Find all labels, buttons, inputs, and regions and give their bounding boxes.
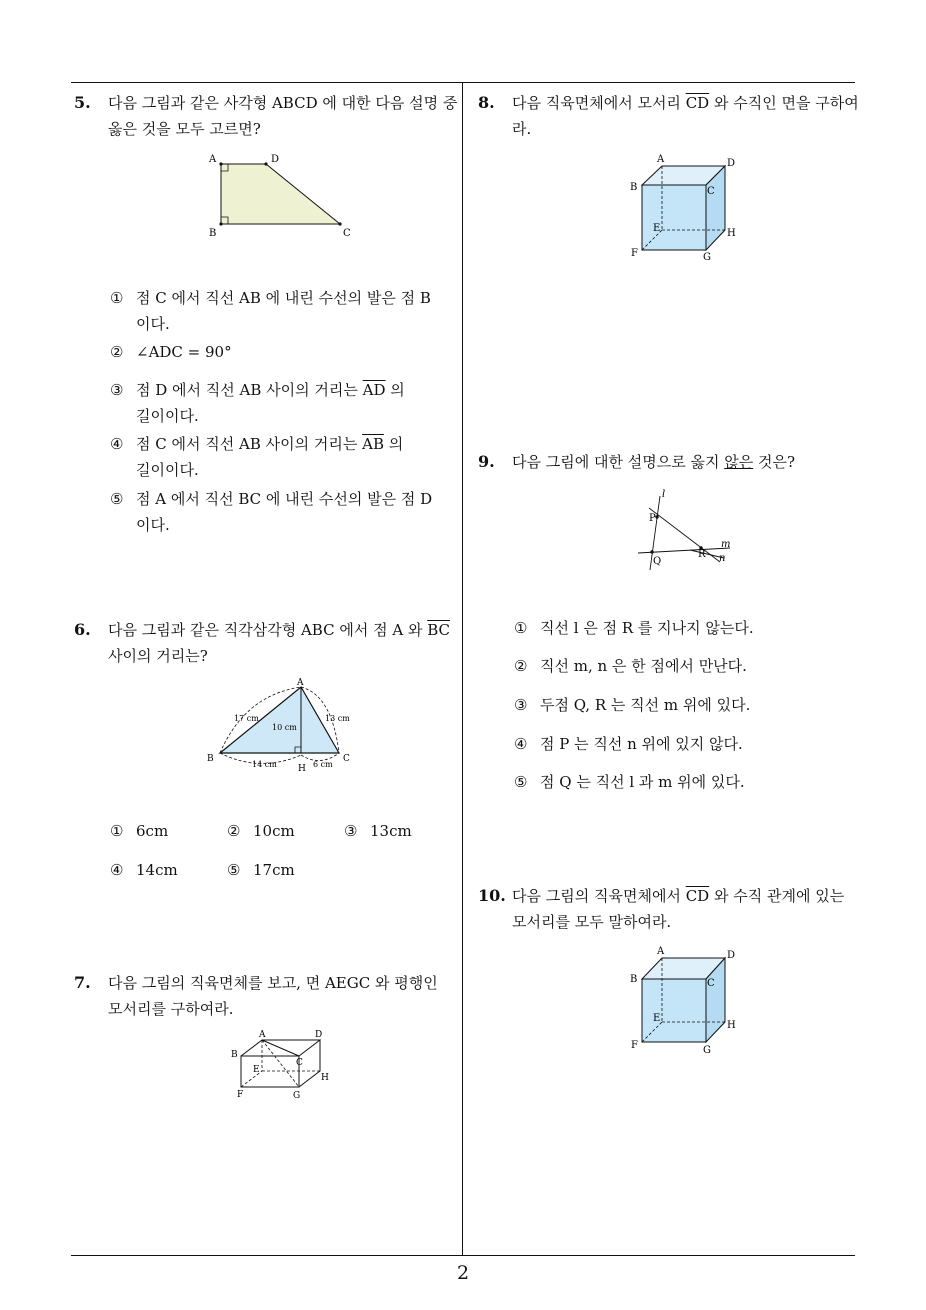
label-p: P xyxy=(649,513,656,524)
label-f: F xyxy=(237,1090,244,1100)
choice-text: 두점 Q, R 는 직선 m 위에 있다. xyxy=(540,696,751,714)
diagonal-ac xyxy=(262,1040,299,1056)
question-9 xyxy=(478,449,863,475)
label-h: H xyxy=(727,228,736,239)
choice-text: 점 Q 는 직선 l 과 m 위에 있다. xyxy=(540,773,745,791)
q6-choice-2[interactable] xyxy=(227,818,295,844)
q5-choice-1[interactable] xyxy=(110,285,460,337)
lines-figure xyxy=(630,488,745,573)
question-text-line xyxy=(512,883,863,909)
question-text-line: 다음 그림의 직육면체를 보고, 면 AEGC 와 평행인 xyxy=(108,974,438,992)
question-text-part: 다음 그림과 같은 직각삼각형 ABC 에서 점 A 와 xyxy=(108,621,428,639)
front-face xyxy=(642,979,706,1042)
choice-text: 점 P 는 직선 n 위에 있지 않다. xyxy=(540,735,743,753)
label-h: H xyxy=(321,1073,329,1083)
label-b: B xyxy=(231,1050,238,1060)
right-triangle-figure xyxy=(200,675,360,775)
choice-mark: ② xyxy=(227,822,241,840)
segment-label: $\overline{CD}$ xyxy=(685,94,710,112)
label-f: F xyxy=(631,1040,638,1051)
choice-text: 의 xyxy=(385,381,405,399)
label-c: C xyxy=(343,228,351,239)
label-b: B xyxy=(630,182,638,193)
label-b: B xyxy=(209,228,217,239)
cuboid-figure-q8 xyxy=(625,150,745,265)
q5-choice-3[interactable] xyxy=(110,377,460,429)
choice-mark: ④ xyxy=(110,861,124,879)
line-pr xyxy=(649,508,720,562)
q6-choice-1[interactable] xyxy=(110,818,168,844)
question-text-part: 다음 직육면체에서 모서리 xyxy=(512,94,686,112)
label-a: A xyxy=(259,1030,266,1040)
label-d: D xyxy=(315,1030,323,1040)
choice-mark: ③ xyxy=(110,381,124,399)
question-text xyxy=(108,617,460,669)
q5-choice-4[interactable] xyxy=(110,431,460,483)
choice-mark: ③ xyxy=(514,696,528,714)
choice-text: 13cm xyxy=(370,822,412,840)
q9-choice-4[interactable] xyxy=(514,731,743,757)
diagonal-ag xyxy=(262,1040,299,1087)
label-e: E xyxy=(653,223,661,234)
label-l: l xyxy=(662,489,666,500)
question-text-line: 다음 그림과 같은 사각형 ABCD 에 대한 다음 설명 중 xyxy=(108,94,458,112)
question-text xyxy=(512,449,863,475)
question-10 xyxy=(478,883,863,935)
choice-text: 길이이다. xyxy=(136,407,199,425)
column-divider xyxy=(462,82,463,1255)
point-d xyxy=(264,162,267,165)
label-ab-length: 17 cm xyxy=(234,714,259,723)
question-text xyxy=(512,90,863,142)
question-8 xyxy=(478,90,863,142)
question-number: 10. xyxy=(478,886,506,905)
question-number: 7. xyxy=(74,973,91,992)
label-g: G xyxy=(703,1045,711,1056)
question-number: 9. xyxy=(478,452,495,471)
segment-label: $\overline{AD}$ xyxy=(362,381,386,399)
choice-text: 길이이다. xyxy=(136,461,199,479)
question-text-part: 와 수직 관계에 있는 xyxy=(709,887,845,905)
front-face xyxy=(241,1056,299,1087)
q5-choice-2[interactable] xyxy=(110,339,460,365)
question-text-line: 모서리를 구하여라. xyxy=(108,1000,234,1018)
question-text-line: 옳은 것을 모두 고르면? xyxy=(108,120,261,138)
question-text-part: 와 수직인 면을 구하여 xyxy=(709,94,859,112)
question-text-line xyxy=(512,90,863,116)
label-a: A xyxy=(297,678,304,688)
choice-mark: ④ xyxy=(110,435,124,453)
cuboid-figure-q10 xyxy=(625,940,745,1060)
q9-choice-1[interactable] xyxy=(514,615,754,641)
question-number: 6. xyxy=(74,620,91,639)
label-a: A xyxy=(657,154,665,165)
point-p xyxy=(655,515,658,518)
label-ac-length: 13 cm xyxy=(325,714,350,723)
choice-text: 직선 m, n 은 한 점에서 만난다. xyxy=(540,657,747,675)
label-d: D xyxy=(727,158,736,169)
question-number: 5. xyxy=(74,93,91,112)
choice-mark: ② xyxy=(514,657,528,675)
segment-label: $\overline{BC}$ xyxy=(427,621,450,639)
choice-mark: ③ xyxy=(344,822,358,840)
choice-text: ∠ADC = 90° xyxy=(136,343,232,361)
question-text-line xyxy=(512,449,863,475)
trapezoid-shape xyxy=(221,164,340,224)
question-text-part: 다음 그림에 대한 설명으로 옳지 xyxy=(512,453,725,471)
point-b xyxy=(219,222,222,225)
choice-text: 이다. xyxy=(136,315,170,333)
label-n: n xyxy=(719,553,726,564)
label-c: C xyxy=(707,186,715,197)
label-r: R xyxy=(698,549,706,560)
choice-text: 점 C 에서 직선 AB 에 내린 수선의 발은 점 B xyxy=(136,289,431,307)
choice-mark: ① xyxy=(514,619,528,637)
label-e: E xyxy=(253,1065,260,1075)
label-g: G xyxy=(293,1091,301,1101)
choice-text: 17cm xyxy=(253,861,295,879)
underlined-word: 않은 xyxy=(724,453,754,471)
choice-mark: ④ xyxy=(514,735,528,753)
question-text-line: 모서리를 모두 말하여라. xyxy=(512,913,672,931)
label-bh-length: 14 cm xyxy=(252,760,277,769)
label-d: D xyxy=(727,950,736,961)
choice-text: 점 A 에서 직선 BC 에 내린 수선의 발은 점 D xyxy=(136,490,433,508)
choice-text: 의 xyxy=(383,435,404,453)
choice-mark: ① xyxy=(110,822,124,840)
label-a: A xyxy=(657,946,665,957)
label-h: H xyxy=(298,764,306,774)
label-q: Q xyxy=(653,556,662,567)
q6-choice-4[interactable] xyxy=(110,857,178,883)
label-a: A xyxy=(209,154,217,165)
point-c xyxy=(338,222,341,225)
question-7 xyxy=(74,970,460,1022)
label-g: G xyxy=(703,252,711,263)
q9-choice-3[interactable] xyxy=(514,692,750,718)
choice-mark: ① xyxy=(110,289,124,307)
question-6 xyxy=(74,617,460,669)
choice-text: 직선 l 은 점 R 를 지나지 않는다. xyxy=(540,619,754,637)
segment-label: $\overline{CD}$ xyxy=(685,887,710,905)
q6-choice-5[interactable] xyxy=(227,857,295,883)
trapezoid-figure xyxy=(200,150,360,240)
choice-mark: ⑤ xyxy=(110,490,124,508)
q6-choice-3[interactable] xyxy=(344,818,412,844)
question-5 xyxy=(74,90,460,142)
top-rule xyxy=(71,82,855,83)
label-c: C xyxy=(343,754,350,764)
front-face xyxy=(642,185,706,250)
choice-mark: ② xyxy=(110,343,124,361)
label-f: F xyxy=(631,248,638,259)
choice-text: 14cm xyxy=(136,861,178,879)
label-d: D xyxy=(271,154,280,165)
question-text xyxy=(512,883,863,935)
question-text-line: 사이의 거리는? xyxy=(108,647,208,665)
label-b: B xyxy=(207,754,214,764)
choice-text: 이다. xyxy=(136,516,170,534)
q9-choice-5[interactable] xyxy=(514,769,745,795)
choice-text: 점 C 에서 직선 AB 사이의 거리는 xyxy=(136,435,363,453)
choice-mark: ⑤ xyxy=(227,861,241,879)
question-text-part: 다음 그림의 직육면체에서 xyxy=(512,887,686,905)
question-text-part: 것은? xyxy=(753,453,795,471)
label-h: H xyxy=(727,1020,736,1031)
label-c: C xyxy=(707,978,715,989)
choice-text: 점 D 에서 직선 AB 사이의 거리는 xyxy=(136,381,363,399)
question-number: 8. xyxy=(478,93,495,112)
q9-choice-2[interactable] xyxy=(514,653,747,679)
q5-choice-5[interactable] xyxy=(110,486,460,538)
label-m: m xyxy=(721,539,731,550)
question-text xyxy=(108,90,460,142)
label-hc-length: 6 cm xyxy=(313,760,333,769)
choice-text: 6cm xyxy=(136,822,169,840)
question-text-line xyxy=(108,617,460,643)
point-q xyxy=(650,550,653,553)
label-e: E xyxy=(653,1013,661,1024)
cuboid-figure-q7 xyxy=(225,1025,340,1105)
choice-text: 10cm xyxy=(253,822,295,840)
bottom-rule xyxy=(71,1255,855,1256)
point-a xyxy=(219,162,222,165)
page-number: 2 xyxy=(456,1262,470,1284)
question-text-line: 라. xyxy=(512,120,532,138)
label-c: C xyxy=(296,1058,303,1068)
label-b: B xyxy=(630,974,638,985)
choice-mark: ⑤ xyxy=(514,773,528,791)
question-text xyxy=(108,970,460,1022)
label-ah-length: 10 cm xyxy=(272,723,297,732)
segment-label: $\overline{AB}$ xyxy=(362,435,384,453)
